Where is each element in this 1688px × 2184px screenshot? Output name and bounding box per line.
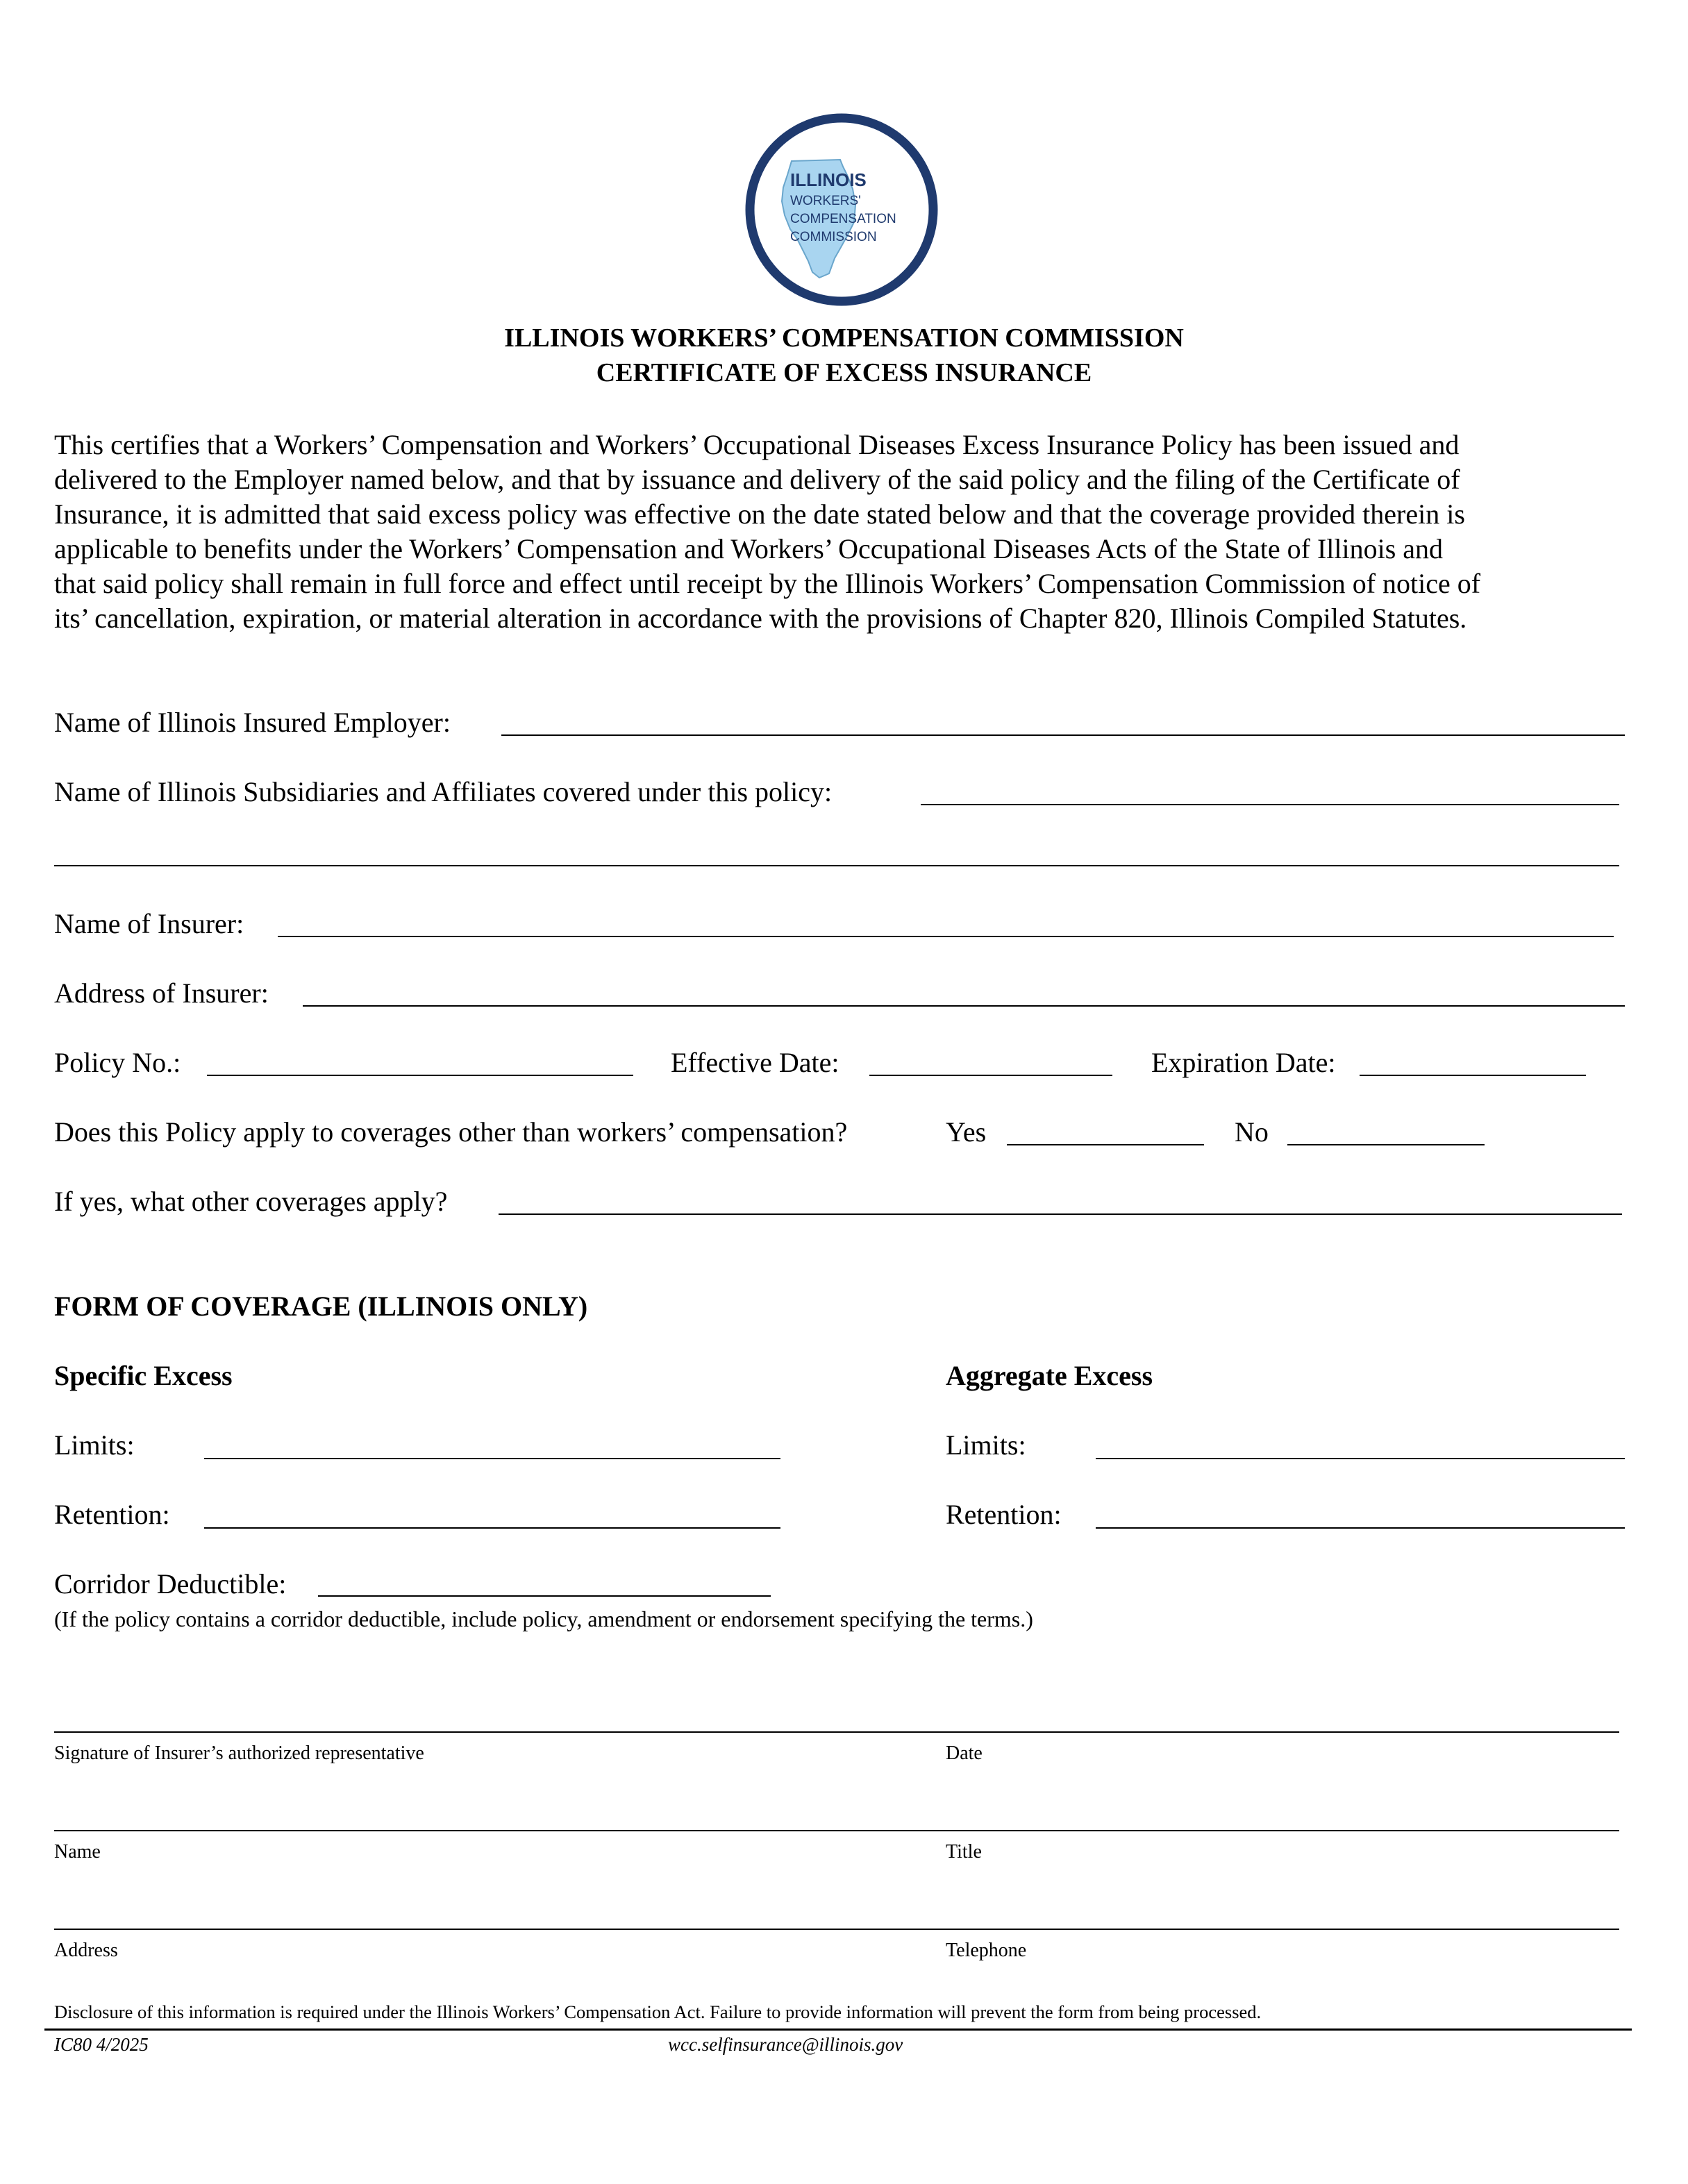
logo-line-4: COMMISSION (790, 230, 877, 244)
no-label: No (1235, 1116, 1269, 1148)
insurer-label: Name of Insurer: (54, 908, 244, 939)
effective-date-label: Effective Date: (671, 1047, 839, 1078)
specific-limits-field[interactable] (204, 1458, 780, 1459)
effective-date-field[interactable] (869, 1075, 1112, 1076)
address-telephone-line[interactable] (54, 1929, 1619, 1930)
if-yes-label: If yes, what other coverages apply? (54, 1186, 448, 1217)
specific-excess-heading: Specific Excess (54, 1360, 233, 1391)
policy-number-field[interactable] (207, 1075, 633, 1076)
aggregate-retention-field[interactable] (1096, 1527, 1625, 1529)
employer-field[interactable] (501, 734, 1625, 736)
intro-line: Insurance, it is admitted that said excess policy was effective on the date stated below and that the coverage provided therein is (54, 498, 1465, 530)
employer-label: Name of Illinois Insured Employer: (54, 707, 451, 738)
commission-logo (743, 111, 940, 308)
intro-line: delivered to the Employer named below, and that by issuance and delivery of the said policy and the filing of the Certificate of (54, 464, 1460, 495)
name-label: Name (54, 1841, 101, 1863)
disclosure-text: Disclosure of this information is required under the Illinois Workers’ Compensation Act. Failure to provide information will prevent the form from being processed. (54, 2001, 1262, 2022)
other-coverages-question: Does this Policy apply to coverages other than workers’ compensation? (54, 1116, 848, 1148)
logo-emblem (743, 111, 940, 308)
yes-field[interactable] (1007, 1144, 1204, 1145)
corridor-note: (If the policy contains a corridor deductible, include policy, amendment or endorsement specifying the terms.) (54, 1606, 1033, 1631)
title-label: Title (946, 1841, 982, 1863)
logo-line-3: COMPENSATION (790, 212, 896, 226)
intro-line: This certifies that a Workers’ Compensation and Workers’ Occupational Diseases Excess Insurance Policy has been issued and (54, 429, 1460, 460)
aggregate-retention-label: Retention: (946, 1499, 1062, 1530)
corridor-deductible-label: Corridor Deductible: (54, 1568, 287, 1599)
policy-number-label: Policy No.: (54, 1047, 181, 1078)
subsidiaries-field[interactable] (921, 804, 1619, 805)
specific-retention-field[interactable] (204, 1527, 780, 1529)
if-yes-field[interactable] (499, 1213, 1622, 1215)
insurer-address-label: Address of Insurer: (54, 977, 269, 1009)
contact-email: wcc.selfinsurance@illinois.gov (668, 2034, 903, 2055)
form-id: IC80 4/2025 (54, 2034, 149, 2055)
intro-line: that said policy shall remain in full force and effect until receipt by the Illinois Workers’ Compensation Commission of notice of (54, 568, 1481, 599)
specific-retention-label: Retention: (54, 1499, 170, 1530)
subsidiaries-label: Name of Illinois Subsidiaries and Affiliates covered under this policy: (54, 776, 833, 807)
insurer-address-field[interactable] (303, 1005, 1625, 1007)
expiration-date-label: Expiration Date: (1151, 1047, 1336, 1078)
name-title-line[interactable] (54, 1830, 1619, 1831)
corridor-deductible-field[interactable] (318, 1595, 771, 1597)
telephone-label: Telephone (946, 1940, 1027, 1961)
date-label: Date (946, 1742, 983, 1764)
aggregate-excess-heading: Aggregate Excess (946, 1360, 1153, 1391)
coverage-heading: FORM OF COVERAGE (ILLINOIS ONLY) (54, 1291, 588, 1322)
yes-label: Yes (946, 1116, 987, 1148)
subsidiaries-field-line-2[interactable] (54, 865, 1619, 866)
aggregate-limits-field[interactable] (1096, 1458, 1625, 1459)
footer-rule (44, 2028, 1632, 2031)
insurer-field[interactable] (278, 936, 1614, 937)
intro-line: applicable to benefits under the Workers’ Compensation and Workers’ Occupational Diseases Acts of the State of Illinois and (54, 533, 1444, 564)
signature-line[interactable] (54, 1731, 1619, 1733)
aggregate-limits-label: Limits: (946, 1429, 1026, 1461)
logo-line-1: ILLINOIS (790, 169, 867, 190)
address-label: Address (54, 1940, 118, 1961)
expiration-date-field[interactable] (1360, 1075, 1586, 1076)
no-field[interactable] (1287, 1144, 1485, 1145)
form-title: ILLINOIS WORKERS’ COMPENSATION COMMISSION (504, 324, 1184, 353)
signature-label: Signature of Insurer’s authorized representative (54, 1742, 424, 1764)
intro-line: its’ cancellation, expiration, or material alteration in accordance with the provisions of Chapter 820, Illinois Compiled Statutes. (54, 603, 1467, 634)
form-subtitle: CERTIFICATE OF EXCESS INSURANCE (596, 358, 1092, 387)
specific-limits-label: Limits: (54, 1429, 135, 1461)
logo-line-2: WORKERS' (790, 194, 861, 208)
